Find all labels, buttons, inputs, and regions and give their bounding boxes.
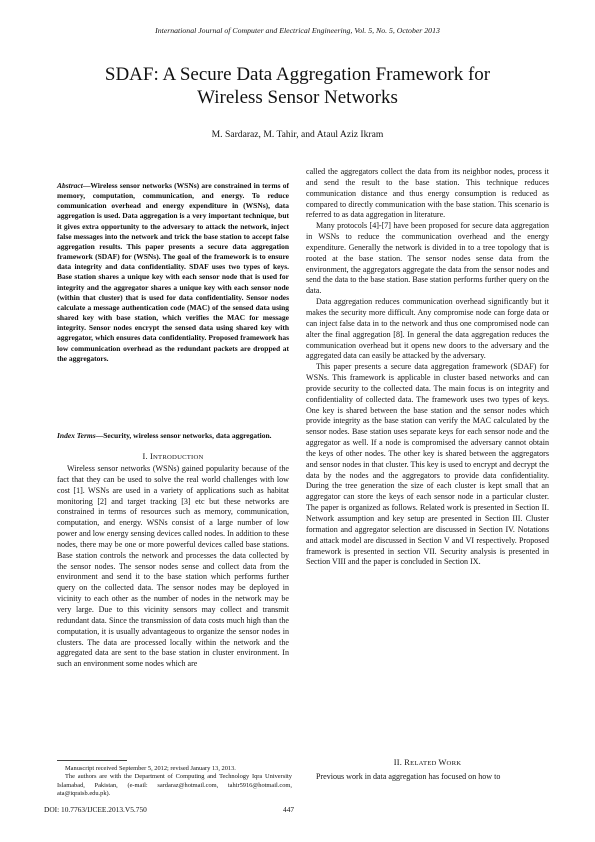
section-title-rest: ELATED: [410, 760, 439, 767]
title-line-2: Wireless Sensor Networks: [197, 87, 398, 108]
paragraph: Data aggregation reduces communication overhead significantly but it makes the security more difficult. Any compromise node can forge data or can inject false data in to the network and thus one compromised node can alter the final aggregation [8]. In general the data aggregation reduces the communication overhead but it opens new doors to the adversary and the aggregated data can easily be attacked by the adversary.: [306, 297, 549, 361]
index-terms-label: Index Terms: [57, 431, 96, 440]
footnote: The authors are with the Department of Computing and Technology Iqra University Islamabad, Pakistan, (e-mail: sardaraz@hotmail.com, tahir5916@hotmail.com, ata@iqraisb.edu.pk).: [57, 773, 292, 797]
abstract: [57, 181, 289, 364]
introduction-body: [57, 464, 289, 670]
paper-title: [40, 63, 555, 109]
related-work-body: [306, 772, 549, 783]
section-numeral: II.: [393, 758, 405, 767]
footnote-divider: [57, 760, 127, 761]
paragraph: Wireless sensor networks (WSNs) gained popularity because of the fact that they can be used to solve the real world challenges with low cost [1]. WSNs are used in a variety of applications such as habitat monitoring [2] and target tracking [3] etc but these networks are constrained in terms of resources such as memory, communication, computation, and energy. WSNs consist of a large number of low power and low energy sensing devices called nodes. In addition to these nodes, there may be one or more powerful devices called base stations. Base station controls the network and processes the data collected by the sensor nodes. The sensor nodes sense and collect data from the environment and send it to the base station which performs further query on the collected data. The sensor nodes may be deployed in vicinity to each other as the number of nodes in the network may be very large. Due to this vicinity sensors may collect and transmit redundant data. Since the transmission of data costs much high than the computation, it is usually advantageous to organize the sensor nodes in clusters. The data are processed locally within the network and the aggregated data are sent to the base station in cluster environment. In such an environment some nodes which are: [57, 464, 289, 669]
section-title-rest: ORK: [446, 760, 462, 767]
running-header: International Journal of Computer and Electrical Engineering, Vol. 5, No. 5, October 2013: [155, 26, 440, 35]
section-initial: W: [438, 758, 447, 767]
page-number: 447: [283, 805, 295, 814]
paragraph: Many protocols [4]-[7] have been proposed for secure data aggregation in WSNs to reduce the communication overhead and the energy expenditure. Generally the network is divided in to a tree topology that is rooted at the base station. The sensor nodes sense data from the environment, the aggregators aggregate the data from the sensor nodes and send the data to the base station. Base station performs further query on the data.: [306, 221, 549, 296]
right-column-body: [306, 167, 549, 568]
abstract-label: Abstract: [57, 181, 83, 190]
author-list: M. Sardaraz, M. Tahir, and Ataul Aziz Ikram: [211, 129, 384, 140]
paragraph: Previous work in data aggregation has focused on how to: [316, 772, 501, 781]
index-terms: [57, 431, 289, 442]
section-initial: R: [404, 758, 411, 767]
title-line-1: SDAF: A Secure Data Aggregation Framework for: [104, 64, 491, 85]
paragraph: called the aggregators collect the data from its neighbor nodes, process it and send the result to the base station. This technique reduces communication distance and thus energy consumption is reduced as compared to directly communication with the base station. This scenario is referred to as data aggregation in literature.: [306, 167, 549, 220]
section-initial: I: [150, 452, 154, 461]
section-title-rest: NTRODUCTION: [153, 454, 204, 461]
paragraph: This paper presents a secure data aggregation framework (SDAF) for WSNs. This framework is applicable in cluster based networks and can provide security to the collected data. The main focus is on integrity and confidentiality of collected data. The framework uses two types of keys. One key is shared between the base station and the sensor nodes which provide integrity as the base station can verify the MAC calculated by the sensor nodes. Base station uses separate keys for each sensor node and the aggregator as well. If a node is compromised the adversary cannot obtain the keys of other nodes. The other key is shared between the aggregators and sensor nodes in that cluster. This key is used to encrypt and decrypt the data by the nodes and the aggregators to provide data confidentiality. During the tree generation the size of each cluster is kept small that an aggregator can store the keys of each sensor node in a particular cluster. The paper is organized as follows. Related work is presented in Section II. Network assumption and key setup are presented in Section III. Cluster formation and aggregator selection are discussed in Section IV. Notations and attack model are discussed in Section V and VI respectively. Proposed framework is presented in section VII. Security analysis is presented in Section VIII and the paper is concluded in Section IX.: [306, 362, 549, 567]
section-numeral: I.: [142, 452, 151, 461]
section-heading-introduction: [57, 452, 289, 461]
section-heading-related-work: [306, 758, 549, 767]
footnotes: [57, 765, 292, 798]
index-terms-text: —Security, wireless sensor networks, data aggregation.: [95, 431, 272, 440]
abstract-text: —Wireless sensor networks (WSNs) are constrained in terms of memory, computation, communication, and energy. To reduce communication overhead and energy expenditure in (WSNs), data aggregation is used. Data aggregation is a very important technique, but it gives extra opportunity to the adversary to attack the network, inject false messages into the network and trick the base station to accept false aggregation results. This paper presents a secure data aggregation framework (SDAF) for (WSNs). The goal of the framework is to ensure data integrity and data confidentiality. SDAF uses two types of keys. Base station shares a unique key with each sensor node that is used for integrity and the aggregator shares a unique key with each sensor node (within that cluster) that is used for data confidentiality. Sensor nodes calculate a message authentication code (MAC) of the sensed data using shared key with base station, which verifies the MAC for message integrity. Sensor nodes encrypt the sensed data using shared key with aggregator, which ensures data confidentiality. Proposed framework has low communication overhead as the redundant packets are dropped at the aggregators.: [57, 181, 289, 363]
footnote: Manuscript received September 5, 2012; revised January 13, 2013.: [65, 765, 236, 772]
doi-label: DOI: 10.7763/IJCEE.2013.V5.750: [44, 805, 147, 814]
